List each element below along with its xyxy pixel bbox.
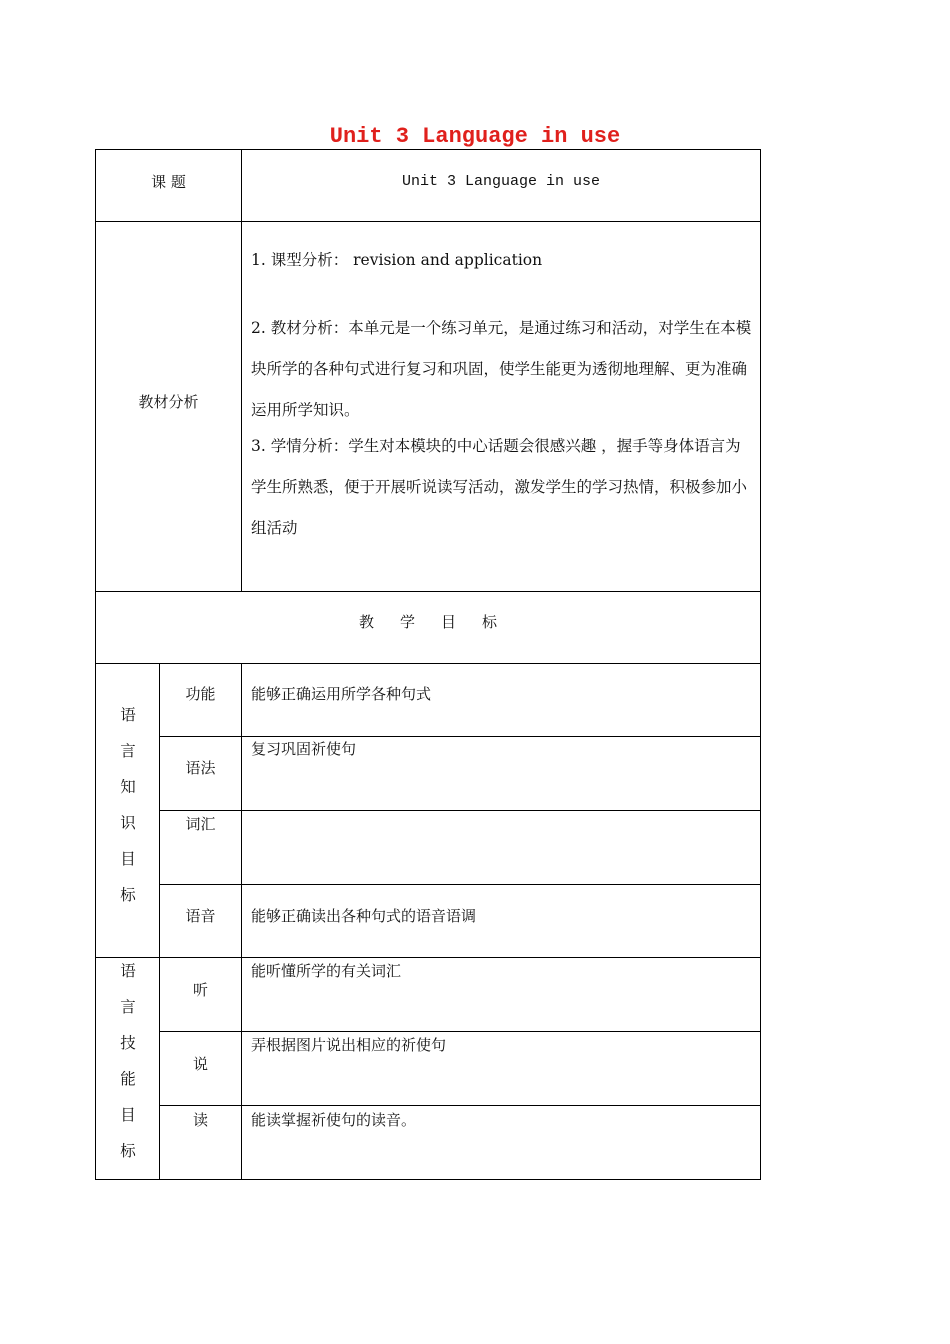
- skills-value-speaking: 弄根据图片说出相应的祈使句: [251, 1036, 447, 1054]
- skills-label-speaking: 说: [192, 1055, 208, 1073]
- knowledge-value-pronunciation: 能够正确读出各种句式的语音语调: [251, 907, 477, 925]
- skills-value-listening: 能听懂所学的有关词汇: [251, 962, 402, 980]
- topic-label: 课 题: [151, 173, 186, 191]
- topic-value: Unit 3 Language in use: [401, 173, 601, 190]
- knowledge-label-grammar: 语法: [185, 759, 216, 777]
- skills-label-reading: 读: [192, 1111, 208, 1129]
- analysis-item-2: 2. 教材分析：本单元是一个练习单元，是通过练习和活动，对学生在本模块所学的各种句式进行复习和巩固，使学生能更为透彻地理解、更为准确运用所学知识。: [251, 319, 752, 419]
- skills-group-label: 语 言 技 能 目 标: [120, 962, 136, 1160]
- analysis-label: 教材分析: [138, 393, 199, 411]
- skills-label-listening: 听: [192, 981, 208, 999]
- analysis-item-3: 3. 学情分析：学生对本模块的中心话题会很感兴趣 ，握手等身体语言为学生所熟悉，便于开展听说读写活动，激发学生的学习热情，积极参加小组活动: [251, 437, 748, 537]
- knowledge-value-function: 能够正确运用所学各种句式: [251, 685, 432, 703]
- document-title: Unit 3 Language in use: [329, 124, 621, 149]
- analysis-item-1: 1. 课型分析： revision and application: [251, 251, 543, 269]
- knowledge-label-function: 功能: [185, 685, 216, 703]
- objectives-header: 教学目标: [358, 613, 523, 631]
- skills-value-reading: 能读掌握祈使句的读音。: [251, 1111, 417, 1129]
- knowledge-label-vocabulary: 词汇: [185, 815, 216, 833]
- knowledge-group-label: 语 言 知 识 目 标: [120, 706, 136, 904]
- knowledge-value-grammar: 复习巩固祈使句: [251, 740, 357, 758]
- knowledge-label-pronunciation: 语音: [185, 907, 216, 925]
